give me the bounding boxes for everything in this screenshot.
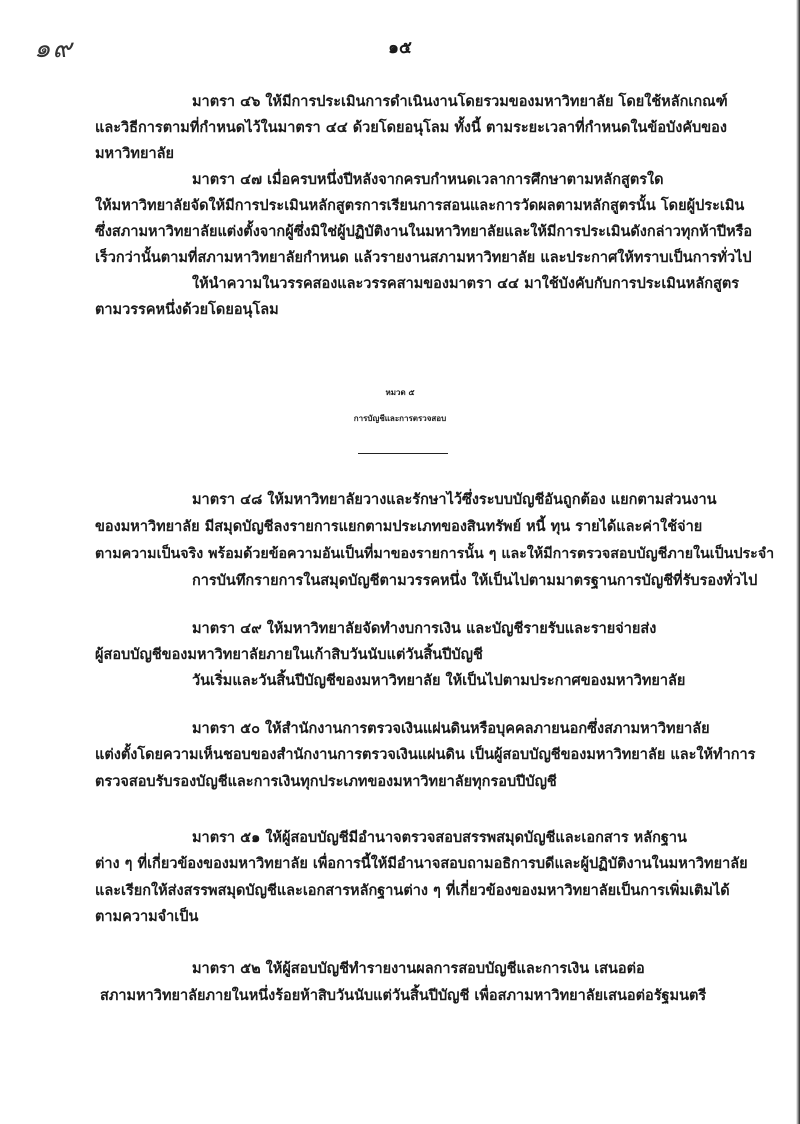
section-48-line-2: ของมหาวิทยาลัย มีสมุดบัญชีลงรายการแยกตามประเภทของสินทรัพย์ หนี้ ทุน รายได้และค่าใช้จ่าย — [95, 518, 703, 535]
section-47-line-4: เร็วกว่านั้นตามที่สภามหาวิทยาลัยกำหนด แล้วรายงานสภามหาวิทยาลัย และประกาศให้ทราบเป็นการทั่วไป — [95, 249, 752, 266]
section-46-line-2: และวิธีการตามที่กำหนดไว้ในมาตรา ๔๔ ด้วยโดยอนุโลม ทั้งนี้ ตามระยะเวลาที่กำหนดในข้อบังคับของ — [95, 119, 727, 136]
section-48-line-4: การบันทึกรายการในสมุดบัญชีตามวรรคหนึ่ง ให้เป็นไปตามมาตรฐานการบัญชีที่รับรองทั่วไป — [192, 572, 758, 589]
section-47-line-2: ให้มหาวิทยาลัยจัดให้มีการประเมินหลักสูตรการเรียนการสอนและการวัดผลตามหลักสูตรนั้น โดยผู้ประเมิน — [95, 197, 745, 214]
section-52-line-1: มาตรา ๕๒ ให้ผู้สอบบัญชีทำรายงานผลการสอบบัญชีและการเงิน เสนอต่อ — [192, 960, 645, 977]
section-48-line-1: มาตรา ๔๘ ให้มหาวิทยาลัยวางและรักษาไว้ซึ่งระบบบัญชีอันถูกต้อง แยกตามส่วนงาน — [192, 491, 717, 508]
handwritten-margin-note: ๑๙ — [34, 34, 74, 64]
section-46-line-1: มาตรา ๔๖ ให้มีการประเมินการดำเนินงานโดยรวมของมหาวิทยาลัย โดยใช้หลักเกณฑ์ — [192, 93, 728, 110]
section-51-line-2: ต่าง ๆ ที่เกี่ยวข้องของมหาวิทยาลัย เพื่อการนี้ให้มีอำนาจสอบถามอธิการบดีและผู้ปฏิบัติงานในมหาวิทยาลัย — [95, 855, 748, 872]
section-46-line-3: มหาวิทยาลัย — [95, 145, 174, 162]
scan-edge-shadow — [796, 0, 800, 1124]
section-48-line-3: ตามความเป็นจริง พร้อมด้วยข้อความอันเป็นที่มาของรายการนั้น ๆ และให้มีการตรวจสอบบัญชีภายในเป็นประจำ — [95, 546, 775, 562]
chapter-subtitle: การบัญชีและการตรวจสอบ — [353, 413, 447, 423]
chapter-divider — [358, 453, 448, 454]
section-49-line-3: วันเริ่มและวันสิ้นปีบัญชีของมหาวิทยาลัย ให้เป็นไปตามประกาศของมหาวิทยาลัย — [192, 672, 686, 689]
section-50-line-1: มาตรา ๕๐ ให้สำนักงานการตรวจเงินแผ่นดินหรือบุคคลภายนอกซึ่งสภามหาวิทยาลัย — [192, 720, 710, 737]
chapter-title: หมวด ๕ — [385, 387, 415, 397]
section-50-line-3: ตรวจสอบรับรองบัญชีและการเงินทุกประเภทของมหาวิทยาลัยทุกรอบปีบัญชี — [95, 773, 557, 790]
section-47-line-6: ตามวรรคหนึ่งด้วยโดยอนุโลม — [95, 301, 279, 318]
section-49-line-2: ผู้สอบบัญชีของมหาวิทยาลัยภายในเก้าสิบวันนับแต่วันสิ้นปีบัญชี — [95, 646, 483, 663]
section-49-line-1: มาตรา ๔๙ ให้มหาวิทยาลัยจัดทำงบการเงิน และบัญชีรายรับและรายจ่ายส่ง — [192, 620, 657, 637]
section-51-line-4: ตามความจำเป็น — [95, 908, 199, 925]
section-50-line-2: แต่งตั้งโดยความเห็นชอบของสำนักงานการตรวจเงินแผ่นดิน เป็นผู้สอบบัญชีของมหาวิทยาลัย และให้ทำการ — [95, 746, 756, 763]
section-52-line-2: สภามหาวิทยาลัยภายในหนึ่งร้อยห้าสิบวันนับแต่วันสิ้นปีบัญชี เพื่อสภามหาวิทยาลัยเสนอต่อรัฐมนตรี — [100, 987, 707, 1004]
section-47-line-3: ซึ่งสภามหาวิทยาลัยแต่งตั้งจากผู้ซึ่งมิใช่ผู้ปฏิบัติงานในมหาวิทยาลัยและให้มีการประเมินดังกล่าวทุกห้าปีหรือ — [95, 223, 753, 240]
section-47-line-1: มาตรา ๔๗ เมื่อครบหนึ่งปีหลังจากครบกำหนดเวลาการศึกษาตามหลักสูตรใด — [192, 171, 664, 188]
section-51-line-3: และเรียกให้ส่งสรรพสมุดบัญชีและเอกสารหลักฐานต่าง ๆ ที่เกี่ยวข้องของมหาวิทยาลัยเป็นการเพิ่มเติมได้ — [95, 882, 730, 899]
page-number: ๑๕ — [388, 38, 412, 58]
section-51-line-1: มาตรา ๕๑ ให้ผู้สอบบัญชีมีอำนาจตรวจสอบสรรพสมุดบัญชีและเอกสาร หลักฐาน — [192, 829, 687, 846]
section-47-line-5: ให้นำความในวรรคสองและวรรคสามของมาตรา ๔๔ มาใช้บังคับกับการประเมินหลักสูตร — [192, 275, 740, 292]
